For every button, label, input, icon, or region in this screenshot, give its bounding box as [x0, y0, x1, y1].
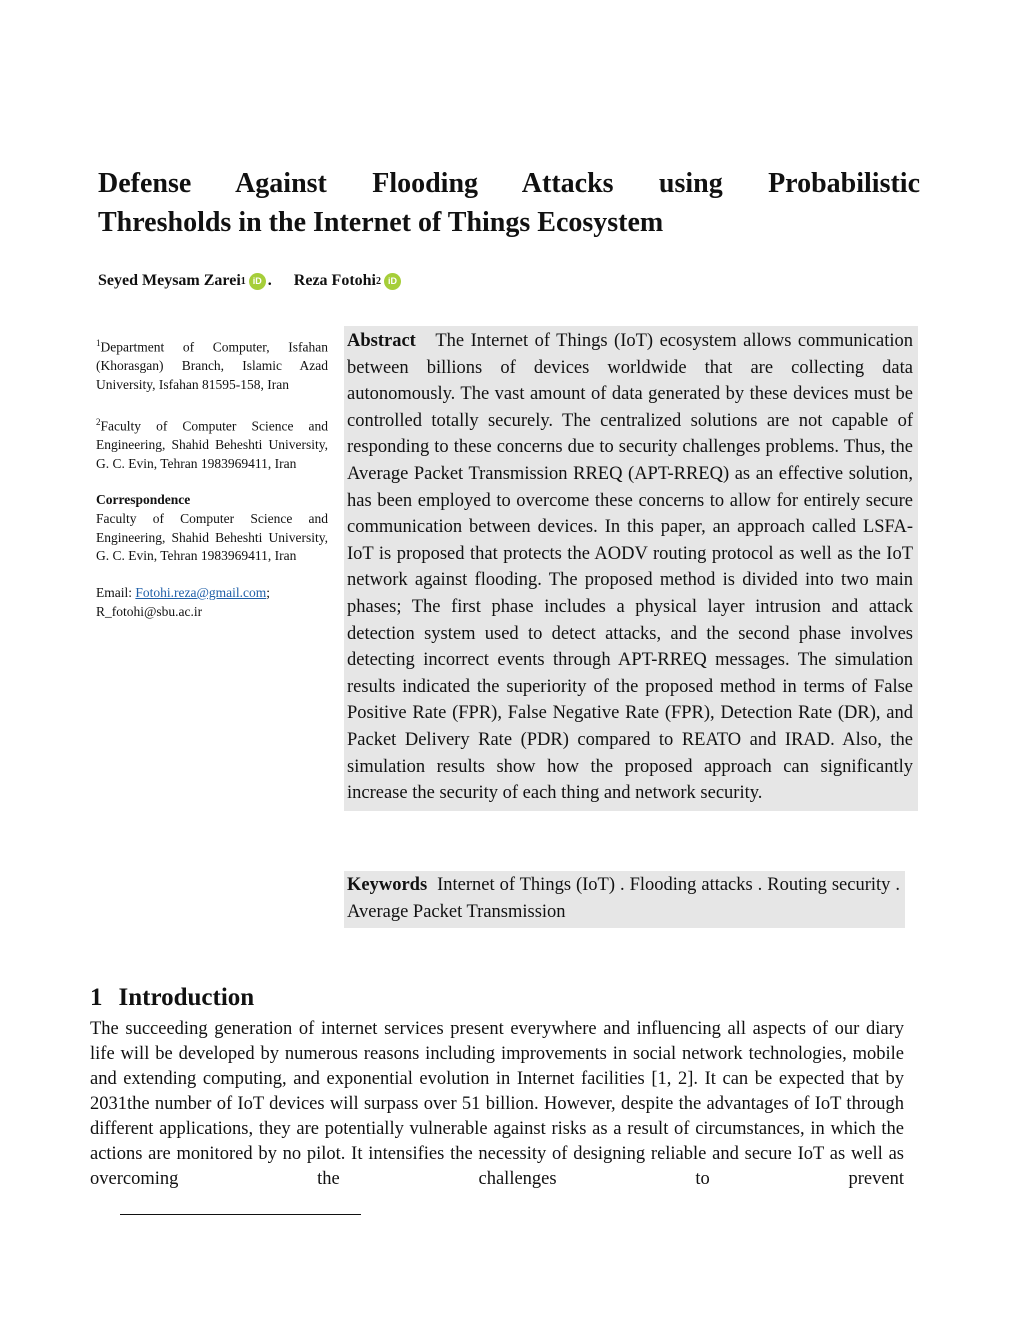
- footnote-rule: [120, 1214, 361, 1215]
- email-label: Email:: [96, 585, 136, 601]
- affiliation-text: Faculty of Computer Science and Engineering, Shahid Beheshti University, G. C. Evin, Tehran 1983969411, Iran: [96, 418, 328, 471]
- affiliation-text: Department of Computer, Isfahan (Khorasgan) Branch, Islamic Azad University, Isfahan 81595-158, Iran: [96, 339, 328, 392]
- author-name: Reza Fotohi: [293, 272, 376, 289]
- section-title: Introduction: [118, 984, 255, 1011]
- author-name: Seyed Meysam Zarei: [98, 272, 241, 289]
- correspondence-text: Faculty of Computer Science and Engineering, Shahid Beheshti University, G. C. Evin, Tehran 1983969411, Iran: [96, 510, 328, 564]
- orcid-icon[interactable]: iD: [249, 273, 266, 290]
- paper-title: [98, 164, 920, 242]
- affiliation-superscript: 2: [96, 416, 101, 427]
- abstract-text: The Internet of Things (IoT) ecosystem allows communication between billions of devices worldwide that are collecting data autonomously. The vast amount of data generated by these devices must be controlled totally securely. The centralized solutions are not capable of responding to these concerns due to security challenges problems. Thus, the Average Packet Transmission RREQ (APT-RREQ) as an effective solution, has been employed to overcome these concerns to allow for entirely secure communication between devices. In this paper, an approach called LSFA-IoT is proposed that protects the AODV routing protocol as well as the IoT network against flooding. The proposed method is divided into two main phases; The first phase includes a physical layer intrusion and attack detection system used to detect attacks, and the second phase involves detecting incorrect events through APT-RREQ messages. The simulation results indicated the superiority of the proposed method in terms of False Positive Rate (FPR), False Negative Rate (FPR), Detection Rate (DR), and Packet Delivery Rate (PDR) compared to REATO and IRAD. Also, the simulation results show how the proposed approach can significantly increase the security of each thing and network security.: [347, 331, 914, 804]
- introduction-text: The succeeding generation of internet services present everywhere and influencing all aspects of our diary life will be developed by numerous reasons including improvements in social network technologies, mobile and extending computing, and exponential evolution in Internet facilities [1, 2]. It can be expected that by 2031the number of IoT devices will surpass over 51 billion. However, despite the advantages of IoT through different applications, they are potentially vulnerable against risks as a result of circumstances, in which the actions are monitored by no pilot. It intensifies the necessity of designing reliable and secure IoT as well as overcoming the challenges to prevent: [90, 1019, 904, 1189]
- title-line-1: Defense Against Flooding Attacks using Probabilistic: [98, 168, 920, 199]
- section-heading: [90, 984, 254, 1012]
- affiliation: [96, 413, 328, 474]
- section-number: 1: [90, 984, 103, 1011]
- author-superscript: 1: [240, 275, 246, 287]
- affiliation: [96, 334, 328, 395]
- email-alt: R_fotohi@sbu.ac.ir: [96, 603, 203, 619]
- orcid-icon[interactable]: iD: [384, 273, 401, 290]
- author-separator: .: [267, 272, 272, 289]
- correspondence-heading: Correspondence: [96, 492, 191, 508]
- keywords-box: [344, 871, 905, 928]
- author-list: [98, 272, 401, 290]
- keywords-text: Internet of Things (IoT) . Flooding attacks . Routing security . Average Packet Transmission: [347, 875, 901, 922]
- keywords-label: Keywords: [347, 875, 428, 895]
- title-line-2: Thresholds in the Internet of Things Ecosystem: [98, 207, 664, 238]
- email-link[interactable]: Fotohi.reza@gmail.com: [135, 585, 267, 601]
- email-separator: ;: [266, 585, 271, 601]
- email-block: [96, 584, 328, 621]
- abstract-label: Abstract: [347, 331, 416, 351]
- author-superscript: 2: [376, 275, 381, 287]
- affiliation-superscript: 1: [96, 338, 101, 348]
- affiliations-column: [96, 334, 328, 639]
- abstract-box: [344, 326, 918, 811]
- correspondence: [96, 491, 328, 566]
